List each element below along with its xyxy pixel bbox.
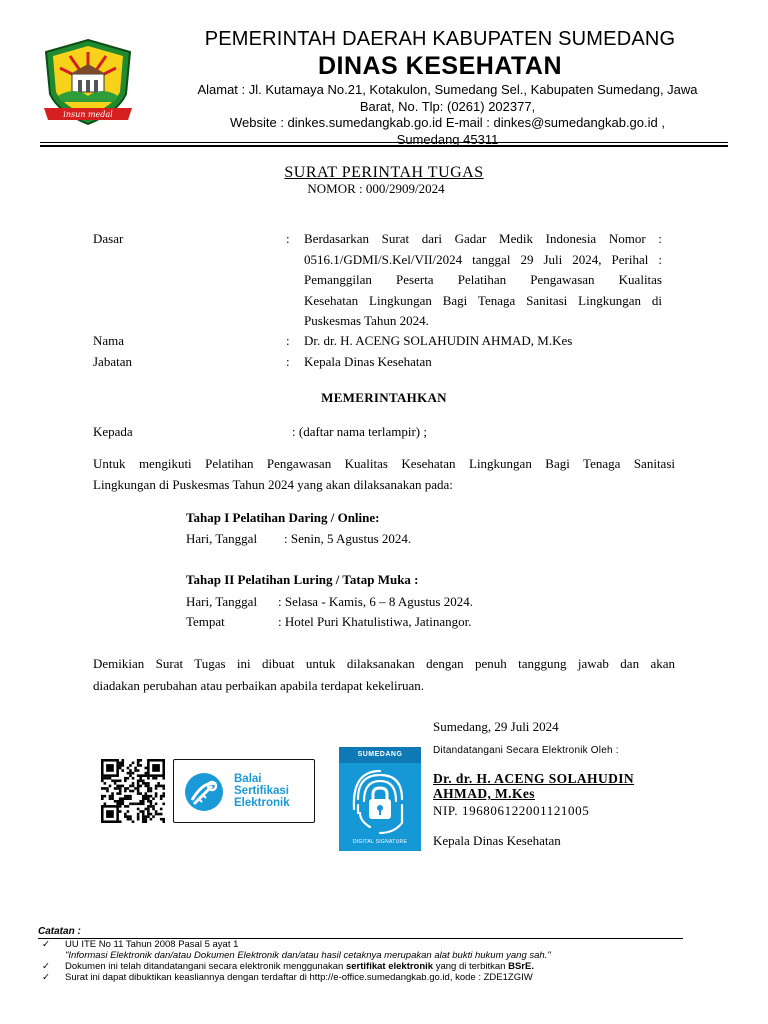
seal-header: SUMEDANG — [339, 747, 421, 763]
note-bold: sertifikat elektronik — [345, 961, 434, 972]
office-name: DINAS KESEHATAN — [317, 52, 563, 80]
note-text: Dokumen ini telah ditandatangani secara elektronik menggunakan — [65, 961, 346, 972]
address-line: Barat, No. Tlp: (0261) 202377, — [359, 98, 536, 114]
address-line: Alamat : Jl. Kutamaya No.21, Kotakulon, Sumedang Sel., Kabupaten Sumedang, Jawa — [197, 82, 698, 97]
bsre-line: Sertifikasi — [234, 785, 289, 797]
signer-name — [433, 771, 683, 801]
signer-name-line: AHMAD, M.Kes — [433, 786, 535, 801]
dasar-line: Puskesmas Tahun 2024. — [304, 313, 429, 329]
sign-place-date: Sumedang, 29 Juli 2024 — [433, 719, 559, 734]
purpose-line: Untuk mengikuti Pelatihan Pengawasan Kualitas Kesehatan Lingkungan Bagi Tenaga Sanitasi — [93, 456, 675, 471]
bsre-logo-icon — [184, 772, 224, 812]
signer-nip: NIP. 196806122001121005 — [433, 803, 590, 818]
check-icon: ✓ — [42, 961, 50, 972]
nama-label: Nama — [93, 333, 125, 348]
note-text: UU ITE No 11 Tahun 2008 Pasal 5 ayat 1 — [65, 939, 239, 950]
dasar-colon: : — [286, 231, 290, 246]
seal-footer: DIGITAL SIGNATURE — [352, 839, 408, 845]
closing-line: Demikian Surat Tugas ini dibuat untuk dilaksanakan dengan penuh tanggung jawab dan akan — [93, 656, 675, 671]
signer-name-line: Dr. dr. H. ACENG SOLAHUDIN — [433, 771, 635, 786]
bsre-name — [234, 773, 290, 809]
stage-2-place-value: : Hotel Puri Khatulistiwa, Jatinangor. — [278, 614, 472, 629]
command-heading: MEMERINTAHKAN — [321, 390, 447, 405]
stage-1-date-value: : Senin, 5 Agustus 2024. — [284, 531, 412, 546]
kepada-label: Kepada — [93, 424, 133, 439]
regency-logo — [40, 38, 136, 128]
stage-2-date-label: Hari, Tanggal — [186, 594, 258, 609]
bsre-line: Elektronik — [234, 797, 290, 809]
address-line: Sumedang 45311 — [396, 131, 499, 147]
dasar-line: Kesehatan Lingkungan Bagi Tenaga Sanitasi Lingkungan di — [304, 292, 662, 308]
note-bold: BSrE. — [508, 961, 534, 972]
fingerprint-lock-icon — [350, 769, 410, 835]
nama-colon: : — [286, 333, 290, 348]
notes-list — [42, 939, 722, 983]
dasar-value — [304, 229, 662, 332]
qr-code — [101, 759, 165, 823]
digital-signature-seal — [339, 747, 421, 851]
document-title: SURAT PERINTAH TUGAS — [284, 164, 484, 181]
stage-1-date-label: Hari, Tanggal — [186, 531, 258, 546]
note-quote: "Informasi Elektronik dan/atau Dokumen Elektronik dan/atau hasil cetaknya merupakan alat bukti hukum yang sah." — [65, 950, 551, 961]
purpose-line: Lingkungan di Puskesmas Tahun 2024 yang akan dilaksanakan pada: — [93, 477, 453, 492]
signer-title: Kepala Dinas Kesehatan — [433, 833, 561, 848]
jabatan-label: Jabatan — [93, 354, 132, 369]
stage-2-heading: Tahap II Pelatihan Luring / Tatap Muka : — [186, 572, 419, 587]
document-number: NOMOR : 000/2909/2024 — [307, 181, 445, 196]
note-item — [42, 972, 722, 983]
address-line: Website : dinkes.sumedangkab.go.id E-mail : dinkes@sumedangkab.go.id , — [230, 115, 665, 130]
logo-motto: insun medal — [63, 110, 113, 119]
qr-finder-pattern — [102, 760, 117, 775]
nama-value: Dr. dr. H. ACENG SOLAHUDIN AHMAD, M.Kes — [304, 333, 573, 348]
note-item — [42, 939, 722, 950]
bsre-line: Balai — [234, 773, 262, 785]
note-item — [42, 961, 722, 972]
stage-2-date-value: : Selasa - Kamis, 6 – 8 Agustus 2024. — [278, 594, 473, 609]
note-text: Surat ini dapat dibuktikan keasliannya dengan terdaftar di http://e-office.sumedangkab.go.id, kode : ZDE1ZGIW — [65, 972, 533, 983]
bsre-badge — [173, 759, 315, 823]
dasar-label: Dasar — [93, 231, 124, 246]
notes-title: Catatan : — [38, 926, 81, 937]
jabatan-value: Kepala Dinas Kesehatan — [304, 354, 432, 369]
dasar-line: Pemanggilan Peserta Pelatihan Pengawasan Kualitas — [304, 272, 662, 288]
government-name: PEMERINTAH DAERAH KABUPATEN SUMEDANG — [204, 28, 676, 50]
check-icon: ✓ — [42, 972, 50, 983]
kepada-value: : (daftar nama terlampir) ; — [292, 424, 427, 439]
stage-2-place-label: Tempat — [186, 614, 225, 629]
closing-paragraph — [93, 653, 675, 697]
purpose-paragraph — [93, 453, 675, 495]
jabatan-colon: : — [286, 354, 290, 369]
note-item — [42, 950, 722, 961]
header-divider-thick — [40, 145, 728, 147]
header-divider — [40, 142, 728, 143]
e-sign-note: Ditandatangani Secara Elektronik Oleh : — [433, 745, 619, 756]
office-address — [170, 82, 725, 148]
dasar-line: Berdasarkan Surat dari Gadar Medik Indonesia Nomor : — [304, 231, 662, 246]
note-text: yang di terbitkan — [433, 961, 509, 972]
qr-finder-pattern — [148, 760, 163, 775]
dasar-line: 0516.1/GDMI/S.Kel/VII/2024 tanggal 29 Juli 2024, Perihal : — [304, 251, 662, 267]
closing-line: diadakan perubahan atau perbaikan apabila terdapat kekeliruan. — [93, 678, 424, 693]
check-icon: ✓ — [42, 939, 50, 950]
stage-1-heading: Tahap I Pelatihan Daring / Online: — [186, 510, 380, 525]
qr-finder-pattern — [102, 806, 117, 821]
